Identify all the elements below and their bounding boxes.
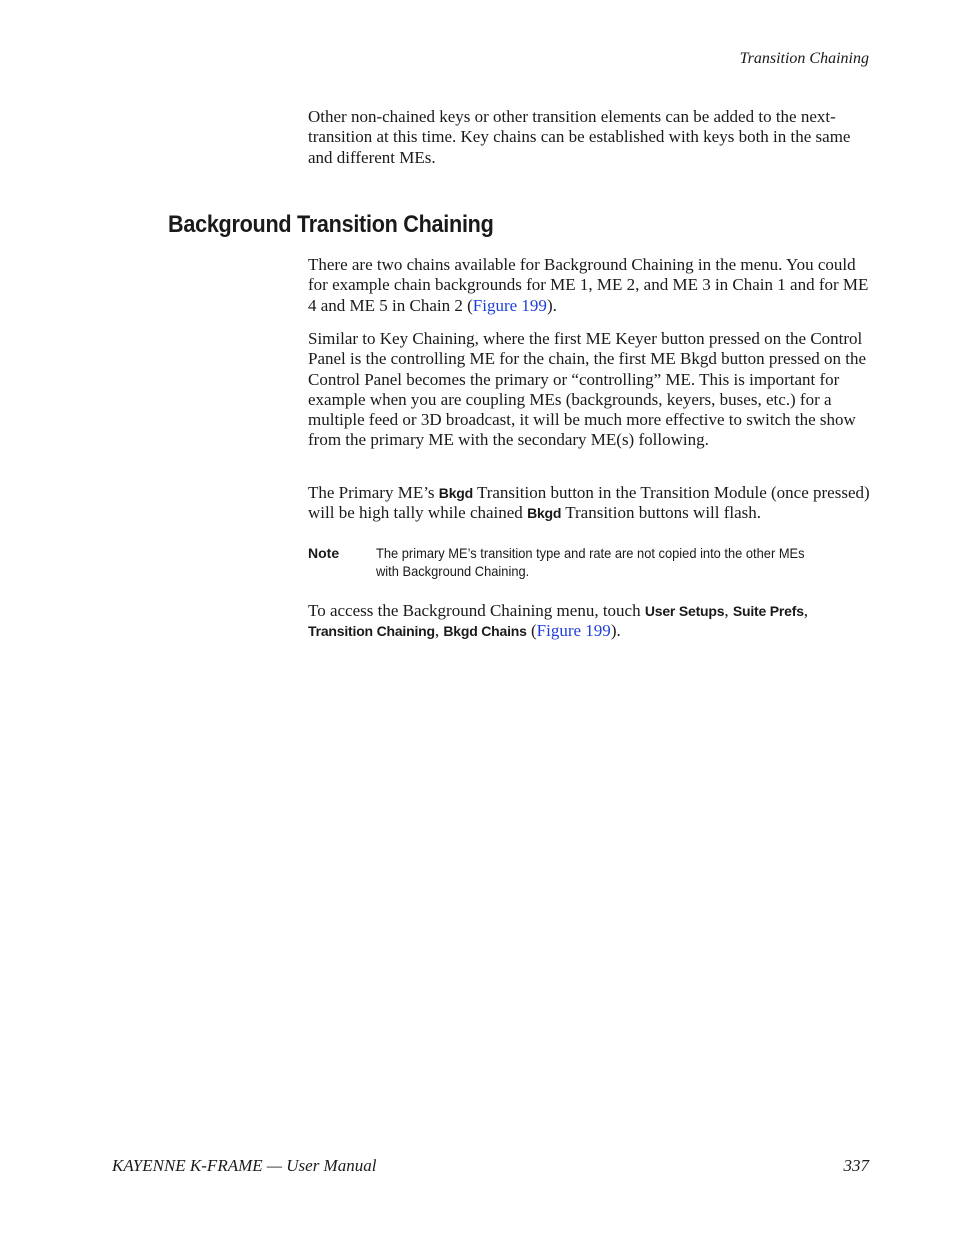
bkgd-button-label: Bkgd [438, 485, 473, 501]
separator: , [434, 621, 444, 641]
paragraph-menu-access [308, 601, 870, 642]
note-label: Note [308, 545, 340, 561]
separator: , [724, 601, 733, 620]
running-header: Transition Chaining [739, 50, 869, 67]
figure-link[interactable]: Figure 199 [536, 621, 611, 641]
separator: , [803, 601, 809, 620]
paragraph-chains-available [308, 255, 870, 316]
intro-paragraph: Other non-chained keys or other transition elements can be added to the next-transition at this time. Key chains can be established with keys both in the same and different MEs. [308, 107, 851, 167]
paragraph-text: There are two chains available for Background Chaining in the menu. You could for example chain backgrounds for ME 1, ME 2, and ME 3 in Chain 1 and for ME 4 and ME 5 in Chain 2 ( [308, 255, 869, 315]
paragraph-text: ). [610, 621, 621, 641]
bkgd-button-label: Bkgd [527, 505, 562, 522]
section-heading: Background Transition Chaining [168, 211, 494, 238]
note-text: The primary ME’s transition type and rate are not copied into the other MEs with Background Chaining. [376, 545, 805, 579]
paragraph-text: ( [526, 621, 537, 641]
menu-bkgd-chains: Bkgd Chains [443, 623, 527, 640]
figure-link[interactable]: Figure 199 [472, 295, 547, 315]
paragraph-tally [308, 483, 870, 524]
menu-user-setups: User Setups [644, 603, 725, 619]
footer-title: KAYENNE K-FRAME — User Manual [112, 1156, 377, 1175]
paragraph-text: Transition button in the Transition Module (once pressed) will be high tally while chained [308, 483, 870, 523]
menu-transition-chaining: Transition Chaining [308, 623, 435, 640]
paragraph-primary-me: Similar to Key Chaining, where the first ME Keyer button pressed on the Control Panel is the controlling ME for the chain, the first ME Bkgd button pressed on the Control Panel becomes the primary or “controlling” ME. This is important for example when you are coupling MEs (backgrounds, keyers, buses, etc.) for a multiple feed or 3D broadcast, it will be much more effective to switch the show from the primary ME with the secondary ME(s) following. [308, 329, 867, 450]
menu-suite-prefs: Suite Prefs [732, 603, 804, 619]
paragraph-text: To access the Background Chaining menu, touch [308, 601, 645, 620]
paragraph-text: Transition buttons will flash. [561, 503, 762, 523]
page-number: 337 [843, 1156, 869, 1175]
paragraph-text: ). [546, 295, 557, 315]
paragraph-text: The Primary ME’s [308, 483, 439, 502]
